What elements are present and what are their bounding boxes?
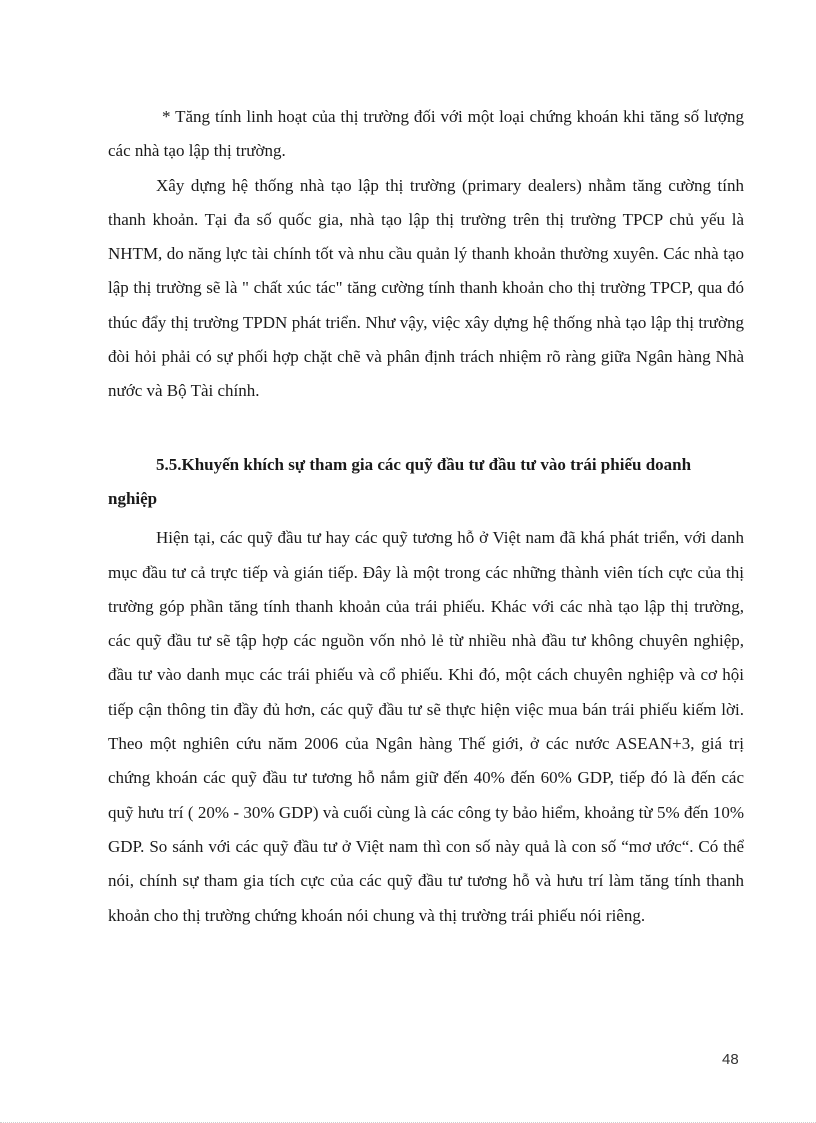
page-content: [108, 100, 744, 933]
bullet-paragraph: * Tăng tính linh hoạt của thị trường đối với một loại chứng khoán khi tăng số lượng các nhà tạo lập thị trường.: [108, 107, 744, 161]
section-paragraph: Hiện tại, các quỹ đầu tư hay các quỹ tương hỗ ở Việt nam đã khá phát triển, với danh mục đầu tư cả trực tiếp và gián tiếp. Đây là một trong các những thành viên tích cực của thị trường góp phần tăng tính thanh khoản của trái phiếu. Khác với các nhà tạo lập thị trường, các quỹ đầu tư sẽ tập hợp các nguồn vốn nhỏ lẻ từ nhiều nhà đầu tư không chuyên nghiệp, đầu tư vào danh mục các trái phiếu và cổ phiếu. Khi đó, một cách chuyên nghiệp và cơ hội tiếp cận thông tin đầy đủ hơn, các quỹ đầu tư sẽ thực hiện việc mua bán trái phiếu kiếm lời. Theo một nghiên cứu năm 2006 của Ngân hàng Thế giới, ở các nước ASEAN+3, giá trị chứng khoán các quỹ đầu tư tương hỗ nắm giữ đến 40% đến 60% GDP, tiếp đó là đến các quỹ hưu trí ( 20% - 30% GDP) và cuối cùng là các công ty bảo hiểm, khoảng từ 5% đến 10% GDP. So sánh với các quỹ đầu tư ở Việt nam thì con số này quả là con số “mơ ước“. Có thể nói, chính sự tham gia tích cực của các quỹ đầu tư tương hỗ và hưu trí làm tăng tính thanh khoản cho thị trường chứng khoán nói chung và thị trường trái phiếu nói riêng.: [108, 528, 744, 925]
section-heading: 5.5.Khuyến khích sự tham gia các quỹ đầu tư đầu tư vào trái phiếu doanh nghiệp: [108, 454, 692, 508]
body-paragraph: Xây dựng hệ thống nhà tạo lập thị trường (primary dealers) nhằm tăng cường tính thanh khoản. Tại đa số quốc gia, nhà tạo lập thị trường trên thị trường TPCP chủ yếu là NHTM, do năng lực tài chính tốt và nhu cầu quản lý thanh khoản thường xuyên. Các nhà tạo lập thị trường sẽ là " chất xúc tác" tăng cường tính thanh khoản cho thị trường TPCP, qua đó thúc đẩy thị trường TPDN phát triển. Như vậy, việc xây dựng hệ thống nhà tạo lập thị trường đòi hỏi phải có sự phối hợp chặt chẽ và phân định trách nhiệm rõ ràng giữa Ngân hàng Nhà nước và Bộ Tài chính.: [108, 175, 744, 401]
page-number: 48: [722, 1051, 739, 1068]
